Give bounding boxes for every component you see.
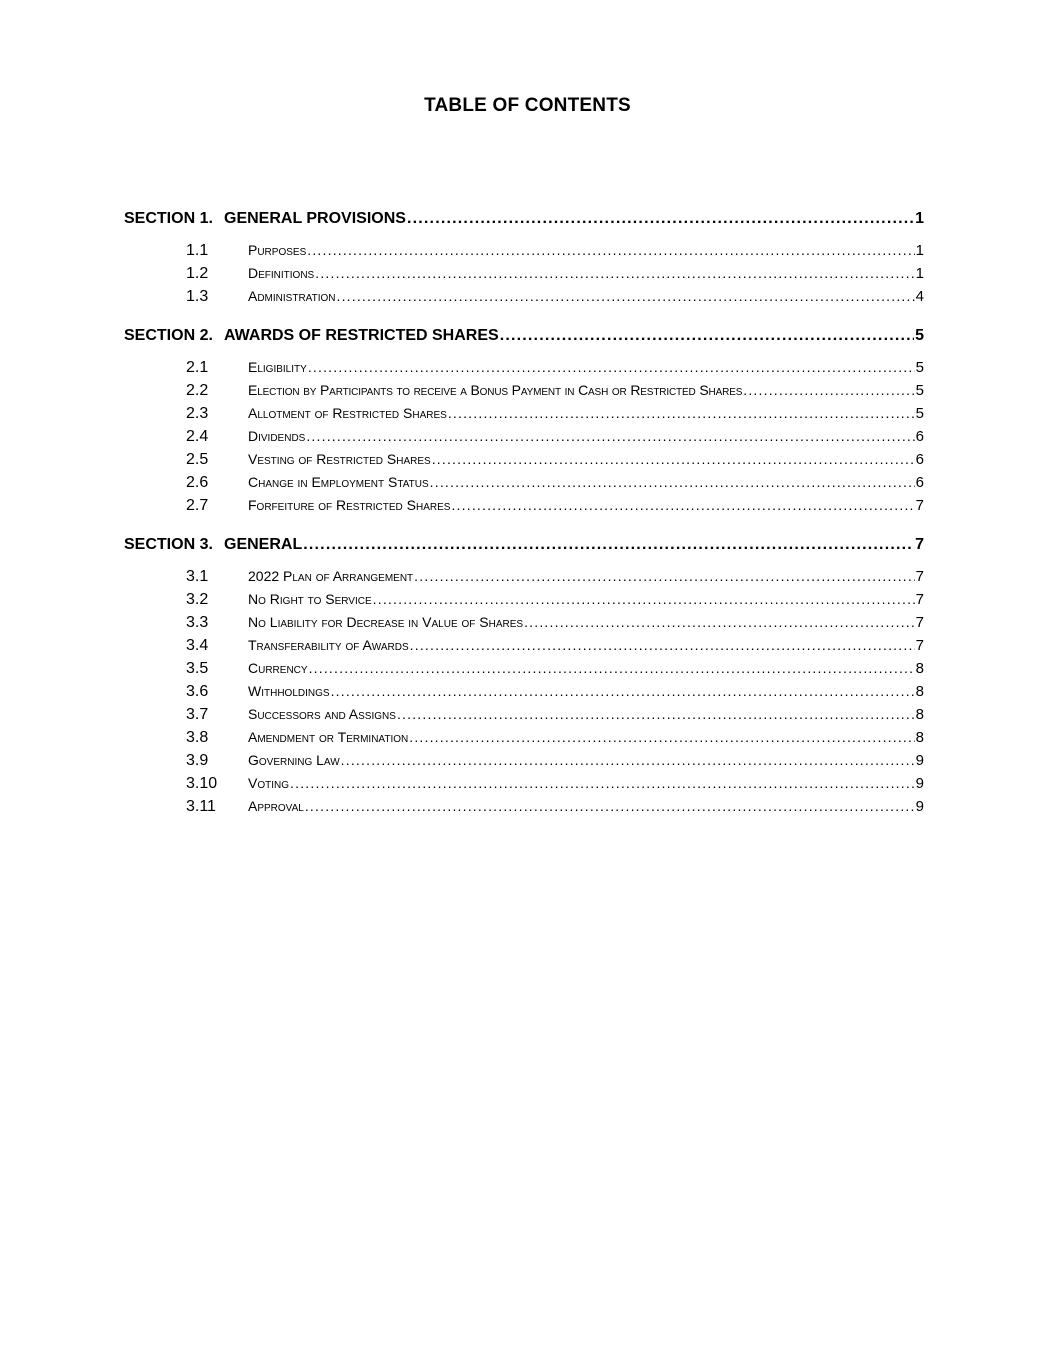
- entry-title: Allotment of Restricted Shares: [248, 405, 447, 421]
- dot-leader: [308, 356, 915, 379]
- page-number: 5: [915, 327, 924, 344]
- entry-number: 3.1: [186, 568, 209, 585]
- dot-leader: [290, 772, 915, 795]
- entry-title: Purposes: [248, 242, 307, 258]
- entry-number: 3.6: [186, 683, 209, 700]
- dot-leader: [448, 402, 915, 425]
- toc-section-heading[interactable]: [124, 322, 924, 350]
- page-number: 7: [915, 614, 924, 631]
- section-title: GENERAL PROVISIONS: [224, 210, 406, 227]
- entry-number: 3.8: [186, 729, 209, 746]
- entry-number: 3.2: [186, 591, 209, 608]
- entry-number: 2.3: [186, 405, 209, 422]
- entry-title: Governing Law: [248, 752, 340, 768]
- toc-entry[interactable]: [124, 726, 924, 749]
- entry-title: No Liability for Decrease in Value of Shares: [248, 614, 524, 630]
- toc-entry[interactable]: [124, 749, 924, 772]
- entry-title: 2022 Plan of Arrangement: [248, 568, 414, 584]
- toc-entry[interactable]: [124, 494, 924, 517]
- page-number: 1: [915, 210, 924, 227]
- toc-entry[interactable]: [124, 425, 924, 448]
- dot-leader: [303, 531, 914, 559]
- dot-leader: [306, 425, 914, 448]
- toc-entry[interactable]: [124, 680, 924, 703]
- entry-title: Dividends: [248, 428, 306, 444]
- page-title: TABLE OF CONTENTS: [424, 95, 631, 116]
- entry-number: 2.1: [186, 359, 209, 376]
- toc-entry[interactable]: [124, 262, 924, 285]
- page-number: 4: [915, 288, 924, 305]
- entry-title: Currency: [248, 660, 308, 676]
- dot-leader: [397, 703, 915, 726]
- page-number: 6: [915, 428, 924, 445]
- toc-entry[interactable]: [124, 356, 924, 379]
- page-number: 6: [915, 474, 924, 491]
- dot-leader: [432, 448, 915, 471]
- entry-number: 3.11: [186, 798, 216, 815]
- page-number: 1: [915, 242, 924, 259]
- entry-title: Withholdings: [248, 683, 330, 699]
- dot-leader: [307, 239, 914, 262]
- dot-leader: [409, 726, 914, 749]
- page-number: 7: [915, 637, 924, 654]
- page-number: 9: [915, 798, 924, 815]
- page-number: 8: [915, 683, 924, 700]
- section-number: SECTION 3.: [124, 536, 213, 553]
- toc-entry[interactable]: [124, 402, 924, 425]
- entry-title: Eligibility: [248, 359, 307, 375]
- entry-number: 3.10: [186, 775, 218, 792]
- section-number: SECTION 1.: [124, 210, 213, 227]
- dot-leader: [414, 565, 914, 588]
- entry-number: 1.1: [186, 242, 209, 259]
- toc-entry[interactable]: [124, 448, 924, 471]
- toc-entry[interactable]: [124, 588, 924, 611]
- toc-entry[interactable]: [124, 239, 924, 262]
- page-number: 6: [915, 451, 924, 468]
- dot-leader: [336, 285, 914, 308]
- toc-section-3: [124, 531, 924, 818]
- toc-entry[interactable]: [124, 611, 924, 634]
- dot-leader: [331, 680, 915, 703]
- entry-title: Vesting of Restricted Shares: [248, 451, 431, 467]
- entry-number: 2.2: [186, 382, 209, 399]
- dot-leader: [373, 588, 915, 611]
- entry-number: 1.2: [186, 265, 209, 282]
- dot-leader: [451, 494, 914, 517]
- entry-number: 2.7: [186, 497, 209, 514]
- page-number: 8: [915, 729, 924, 746]
- entry-title: Transferability of Awards: [248, 637, 409, 653]
- entry-title: Approval: [248, 798, 304, 814]
- section-title: AWARDS OF RESTRICTED SHARES: [224, 327, 499, 344]
- entry-title: Successors and Assigns: [248, 706, 396, 722]
- page-number: 9: [915, 752, 924, 769]
- entry-number: 3.5: [186, 660, 209, 677]
- toc-entry[interactable]: [124, 795, 924, 818]
- dot-leader: [407, 205, 914, 233]
- page-number: 8: [915, 660, 924, 677]
- entry-title: No Right to Service: [248, 591, 372, 607]
- toc-entry[interactable]: [124, 565, 924, 588]
- page-number: 5: [915, 359, 924, 376]
- entry-number: 3.9: [186, 752, 209, 769]
- toc-entry[interactable]: [124, 703, 924, 726]
- page-number: 7: [915, 568, 924, 585]
- entry-title: Administration: [248, 288, 336, 304]
- page-number: 7: [915, 536, 924, 553]
- dot-leader: [524, 611, 915, 634]
- entry-number: 3.3: [186, 614, 209, 631]
- page-number: 1: [915, 265, 924, 282]
- toc-entry[interactable]: [124, 657, 924, 680]
- toc-entry[interactable]: [124, 471, 924, 494]
- dot-leader: [743, 379, 914, 402]
- dot-leader: [315, 262, 914, 285]
- entry-number: 2.6: [186, 474, 209, 491]
- entry-number: 2.4: [186, 428, 209, 445]
- entry-number: 3.7: [186, 706, 209, 723]
- toc-section-1: [124, 205, 924, 308]
- dot-leader: [410, 634, 915, 657]
- entry-number: 2.5: [186, 451, 209, 468]
- entry-title: Forfeiture of Restricted Shares: [248, 497, 451, 513]
- page-number: 5: [915, 405, 924, 422]
- page-number: 9: [915, 775, 924, 792]
- entry-title: Amendment or Termination: [248, 729, 409, 745]
- dot-leader: [341, 749, 915, 772]
- entry-title: Change in Employment Status: [248, 474, 429, 490]
- section-number: SECTION 2.: [124, 327, 213, 344]
- table-of-contents: [124, 205, 924, 832]
- page-number: 8: [915, 706, 924, 723]
- toc-section-heading[interactable]: [124, 205, 924, 233]
- page-number: 7: [915, 497, 924, 514]
- dot-leader: [305, 795, 915, 818]
- entry-number: 3.4: [186, 637, 209, 654]
- entry-number: 1.3: [186, 288, 209, 305]
- dot-leader: [430, 471, 915, 494]
- entry-title: Election by Participants to receive a Bonus Payment in Cash or Restricted Shares: [248, 382, 743, 398]
- dot-leader: [309, 657, 915, 680]
- toc-entry[interactable]: [124, 379, 924, 402]
- toc-section-heading[interactable]: [124, 531, 924, 559]
- toc-entry[interactable]: [124, 772, 924, 795]
- page-number: 7: [915, 591, 924, 608]
- toc-section-2: [124, 322, 924, 517]
- entry-title: Definitions: [248, 265, 315, 281]
- section-title: GENERAL: [224, 536, 303, 553]
- toc-entry[interactable]: [124, 634, 924, 657]
- entry-title: Voting: [248, 775, 290, 791]
- toc-entry[interactable]: [124, 285, 924, 308]
- page-number: 5: [915, 382, 924, 399]
- dot-leader: [500, 322, 914, 350]
